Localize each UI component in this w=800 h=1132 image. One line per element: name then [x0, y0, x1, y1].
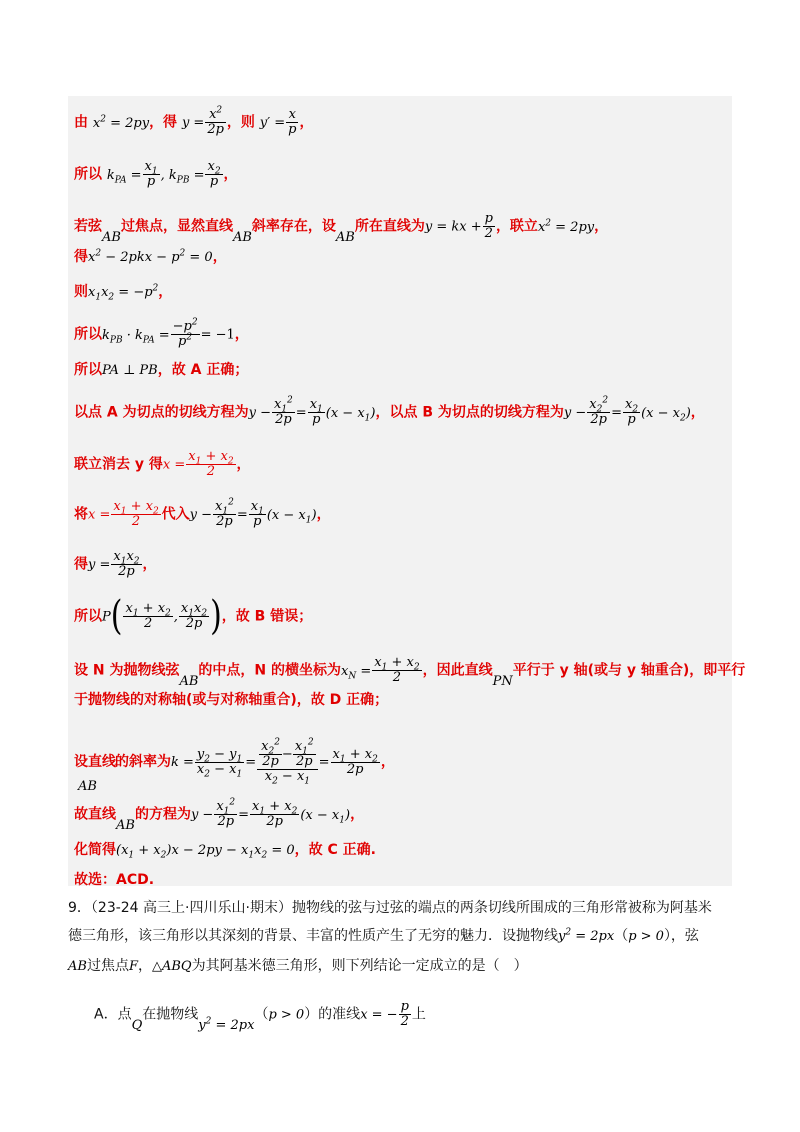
text: 由: [74, 114, 88, 131]
text: 故直线: [74, 806, 116, 823]
text: A．点: [94, 1006, 132, 1023]
text: 化简得: [74, 842, 116, 858]
solution-line-2: 所以 $k_{PA}$ = $\frac{x_1}{p}$ , $k_{PB}$ = $\frac{x_2}{p}$ ，: [74, 159, 238, 189]
text: 的方程为: [134, 806, 191, 823]
text: 故选：ACD.: [74, 872, 155, 888]
text: ，联立: [495, 218, 538, 235]
option-a: A．点Q在抛物线$y^2 = 2px(p > 0)$的准线x = − $\frac{p}{2}$ 上: [94, 999, 426, 1033]
text: ，: [158, 284, 173, 300]
text: 在抛物线: [142, 1006, 199, 1023]
text: ，: [350, 806, 365, 823]
text: ），弦: [663, 928, 699, 944]
text: 所以: [74, 608, 102, 625]
solution-line-9: 联立消去 y 得x = $\frac{x_1 + x_2}{2}$ ，: [74, 449, 251, 479]
text: 过焦点: [86, 958, 129, 974]
text: ，故 C 正确.: [294, 842, 376, 858]
text: 所以: [74, 362, 102, 378]
solution-line-10: 将x = $\frac{x_1 + x_2}{2}$ 代入y − $\frac{x_1^2}{2p}$ = $\frac{x_1}{p}$ $(x - x_1)$，: [74, 497, 331, 529]
solution-line-4: 得$x^2 - 2pkx - p^2 = 0$，: [74, 248, 227, 265]
text: 平行于 y 轴(或与 y 轴重合)，即平行: [512, 662, 746, 679]
text: ，则: [226, 114, 255, 131]
solution-line-16: 故直线AB的方程为y − $\frac{x_1^2}{2p}$ = $\frac{x_1 + x_2}{2p}$ $(x - x_1)$，: [74, 797, 365, 833]
text: 设 N 为抛物线弦: [74, 662, 180, 679]
text: ，因此直线: [422, 662, 493, 679]
text: 以点 A 为切点的切线方程为: [74, 404, 249, 421]
text: 将: [74, 506, 88, 523]
question-line-1: [68, 898, 712, 918]
text: ，故 B 错误；: [221, 608, 313, 625]
solution-line-6: 所以$k_{PB} \cdot k_{PA}$ = $\frac{-p^2}{p^2}$ = −1，: [74, 317, 249, 349]
text: ，: [316, 506, 331, 523]
solution-line-3: 若弦AB过焦点，显然直线AB斜率存在，设AB所在直线为y = kx + $\frac{p}{2}$ ，联立$x^2 = 2py$，: [74, 211, 609, 245]
text: ，: [142, 556, 157, 573]
text: ，: [299, 114, 314, 131]
text: ，: [594, 218, 609, 235]
solution-line-5: 则$x_1x_2 = -p^2$，: [74, 283, 173, 303]
text: ，: [690, 404, 705, 421]
text: 的中点，N 的横坐标为: [198, 662, 342, 679]
question-line-3: AB过焦点F，△ABQ为其阿基米德三角形，则下列结论一定成立的是（ ）: [68, 958, 528, 974]
text: 则: [74, 284, 88, 300]
solution-line-15: 设直线AB的斜率为k = $\frac{y_2 - y_1}{x_2 - x_1}$ = $\frac{x_2^2}{2p}$ − $\frac{x_1^2}{2p}$ $x_2 - x_1$ = $\frac{x_1 + x_2}{2p}$ ，: [74, 737, 395, 794]
text: 过焦点，显然直线: [120, 218, 233, 235]
text: ，: [380, 754, 395, 770]
question-line-2: 德三角形，该三角形以其深刻的背景、丰富的性质产生了无穷的魅力．设抛物线$y^2 = 2px(p > 0)$，弦: [68, 927, 699, 944]
text: ，得: [149, 114, 178, 131]
text: ，: [137, 958, 152, 974]
text: 得: [74, 249, 88, 265]
text: 德三角形，该三角形以其深刻的背景、丰富的性质产生了无穷的魅力．设抛物线: [68, 928, 558, 944]
text: ，: [212, 249, 227, 265]
text: 所在直线为: [354, 218, 425, 235]
text: 上: [411, 1006, 426, 1023]
text: ，: [223, 166, 238, 183]
text: ，: [234, 326, 249, 343]
solution-line-18: [74, 870, 154, 890]
solution-line-12: 所以P( $\frac{x_1 + x_2}{2}$ , $\frac{x_1x_2}{2p}$ )，故 B 错误；: [74, 592, 313, 640]
text: ，以点 B 为切点的切线方程为: [375, 404, 564, 421]
solution-line-14: [74, 690, 388, 710]
solution-line-11: 得y = $\frac{x_1x_2}{2p}$ ，: [74, 549, 157, 579]
text: 的斜率为: [114, 754, 171, 770]
text: 设直线: [74, 754, 116, 770]
text: 联立消去 y 得: [74, 456, 163, 473]
solution-line-7: 所以PA ⊥ PB，故 A 正确；: [74, 362, 249, 378]
text: 若弦: [74, 218, 102, 235]
solution-line-17: 化简得$(x_1 + x_2)x - 2py - x_1x_2 = 0$，故 C 正确.: [74, 842, 376, 861]
solution-line-1: 由 $x^2 = 2py$，得 y = $\frac{x^2}{2p}$ ，则 y′ = $\frac{x}{p}$ ，: [74, 105, 314, 137]
solution-line-13: 设 N 为抛物线弦AB的中点，N 的横坐标为$x_N$ = $\frac{x_1 + x_2}{2}$ ，因此直线PN平行于 y 轴(或与 y 轴重合)，即平行: [74, 655, 746, 689]
text: 斜率存在，设: [251, 218, 336, 235]
text: ，故 A 正确；: [157, 362, 249, 378]
text: 得: [74, 556, 88, 573]
text: 于抛物线的对称轴(或与对称轴重合)，故 D 正确；: [74, 692, 389, 708]
text: （: [614, 928, 629, 944]
text: ）的准线: [304, 1006, 361, 1023]
text: 为其阿基米德三角形，则下列结论一定成立的是（ ）: [191, 958, 528, 974]
solution-line-8: 以点 A 为切点的切线方程为y − $\frac{x_1^2}{2p}$ = $\frac{x_1}{p}$ $(x - x_1)$，以点 B 为切点的切线方程为y − $\frac{x_2^2}{2p}$ = $\frac{x_2}{p}$ $(x - x_2)$，: [74, 395, 705, 427]
text: 所以: [74, 166, 102, 183]
text: 9．（23-24 高三上·四川乐山·期末）抛物线的弦与过弦的端点的两条切线所围成的三角形常被称为阿基米: [68, 900, 712, 916]
text: （: [254, 1006, 269, 1023]
text: 代入: [161, 506, 190, 523]
text: 所以: [74, 326, 102, 343]
text: ，: [236, 456, 251, 473]
